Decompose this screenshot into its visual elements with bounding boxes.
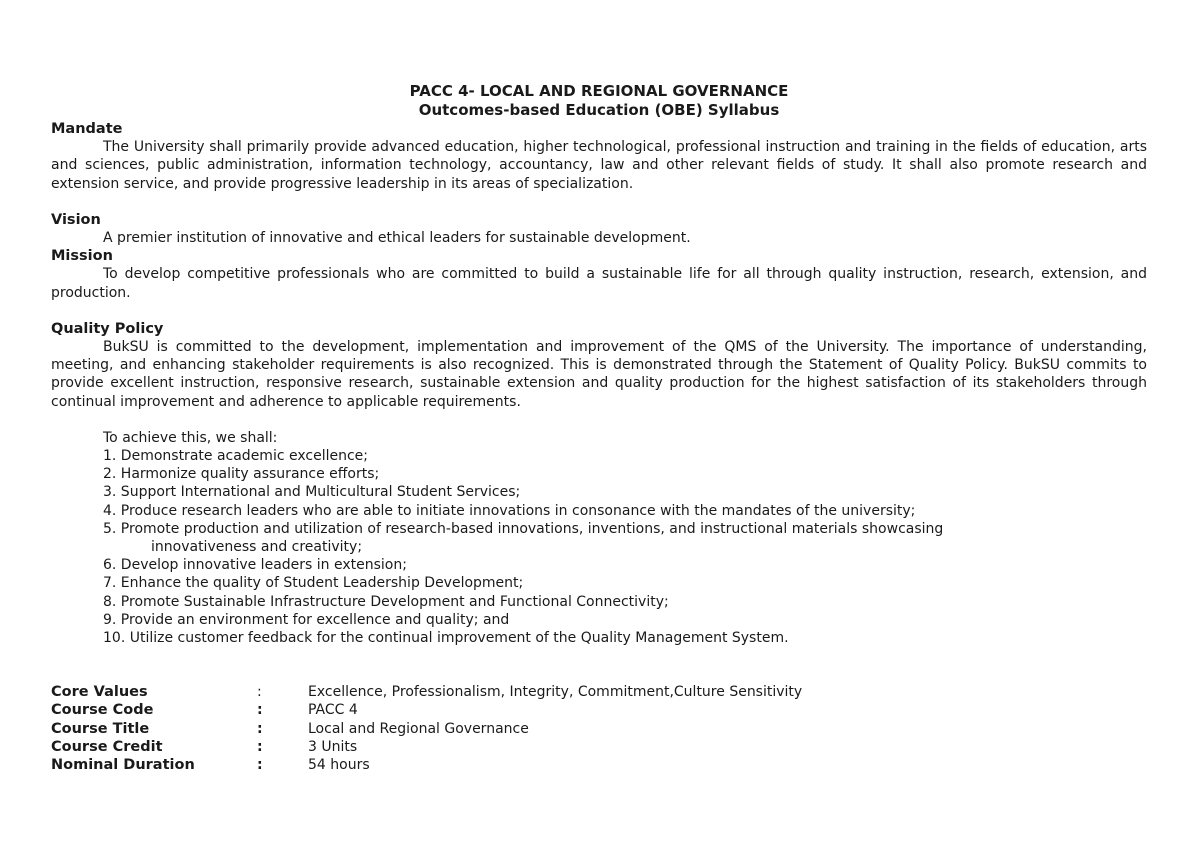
list-item: 9. Provide an environment for excellence and quality; and — [103, 611, 510, 628]
vision-heading: Vision — [51, 211, 101, 228]
list-item-continuation: innovativeness and creativity; — [151, 539, 363, 556]
quality-policy-heading: Quality Policy — [51, 320, 164, 337]
mandate-heading: Mandate — [51, 121, 123, 137]
quality-policy-intro: To achieve this, we shall: — [103, 429, 278, 446]
list-item: 1. Demonstrate academic excellence; — [103, 448, 368, 465]
info-separator: : — [257, 757, 263, 774]
syllabus-page — [51, 82, 1147, 774]
course-info-row — [51, 738, 1147, 756]
mission-text: To develop competitive professionals who are committed to build a sustainable life for all through quality instruction, research, extension, and production. — [51, 266, 1147, 301]
course-title-label: Course Title — [51, 720, 150, 737]
list-item: 7. Enhance the quality of Student Leadership Development; — [103, 575, 524, 592]
mission-heading: Mission — [51, 248, 113, 265]
course-credit-label: Course Credit — [51, 738, 163, 755]
course-credit-value: 3 Units — [308, 738, 358, 755]
list-item: 3. Support International and Multicultural Student Services; — [103, 484, 521, 501]
info-separator: : — [257, 702, 263, 719]
info-separator: : — [257, 684, 262, 701]
course-info-row — [51, 756, 1147, 774]
list-item: 6. Develop innovative leaders in extension; — [103, 557, 407, 574]
course-code-label: Course Code — [51, 702, 154, 719]
nominal-duration-value: 54 hours — [308, 757, 370, 774]
vision-text: A premier institution of innovative and ethical leaders for sustainable development. — [103, 230, 691, 247]
course-info-row — [51, 701, 1147, 719]
quality-policy-text: BukSU is committed to the development, implementation and improvement of the QMS of the University. The importance of understanding, meeting, and enhancing stakeholder requirements is also recognized. This is demonstrated through the Statement of Quality Policy. BukSU commits to provide excellent instruction, responsive research, sustainable extension and quality production for the highest satisfaction of its stakeholders through continual improvement and adherence to applicable requirements. — [51, 339, 1147, 410]
core-values-value: Excellence, Professionalism, Integrity, Commitment,Culture Sensitivity — [308, 684, 803, 701]
course-info-table — [51, 683, 1147, 774]
mandate-text: The University shall primarily provide advanced education, higher technological, professional instruction and training in the fields of education, arts and sciences, public administration, information technology, accountancy, law and other relevant fields of study. It shall also promote research and extension service, and provide progressive leadership in its areas of specialization. — [51, 139, 1147, 192]
list-item: 5. Promote production and utilization of research-based innovations, inventions, and instructional materials showcasing — [103, 520, 944, 537]
list-item: 10. Utilize customer feedback for the continual improvement of the Quality Management System. — [103, 630, 789, 647]
list-item: 8. Promote Sustainable Infrastructure Development and Functional Connectivity; — [103, 593, 669, 610]
core-values-label: Core Values — [51, 684, 148, 701]
list-item: 4. Produce research leaders who are able to initiate innovations in consonance with the mandates of the university; — [103, 502, 916, 519]
document-subtitle: Outcomes-based Education (OBE) Syllabus — [418, 101, 780, 119]
course-info-row — [51, 683, 1147, 701]
course-info-row — [51, 720, 1147, 738]
info-separator: : — [257, 738, 263, 755]
document-title: PACC 4- LOCAL AND REGIONAL GOVERNANCE — [409, 82, 789, 100]
quality-policy-list — [51, 447, 1147, 647]
info-separator: : — [257, 720, 263, 737]
list-item: 2. Harmonize quality assurance efforts; — [103, 466, 380, 483]
course-code-value: PACC 4 — [308, 702, 358, 719]
course-title-value: Local and Regional Governance — [308, 720, 529, 737]
nominal-duration-label: Nominal Duration — [51, 757, 195, 774]
